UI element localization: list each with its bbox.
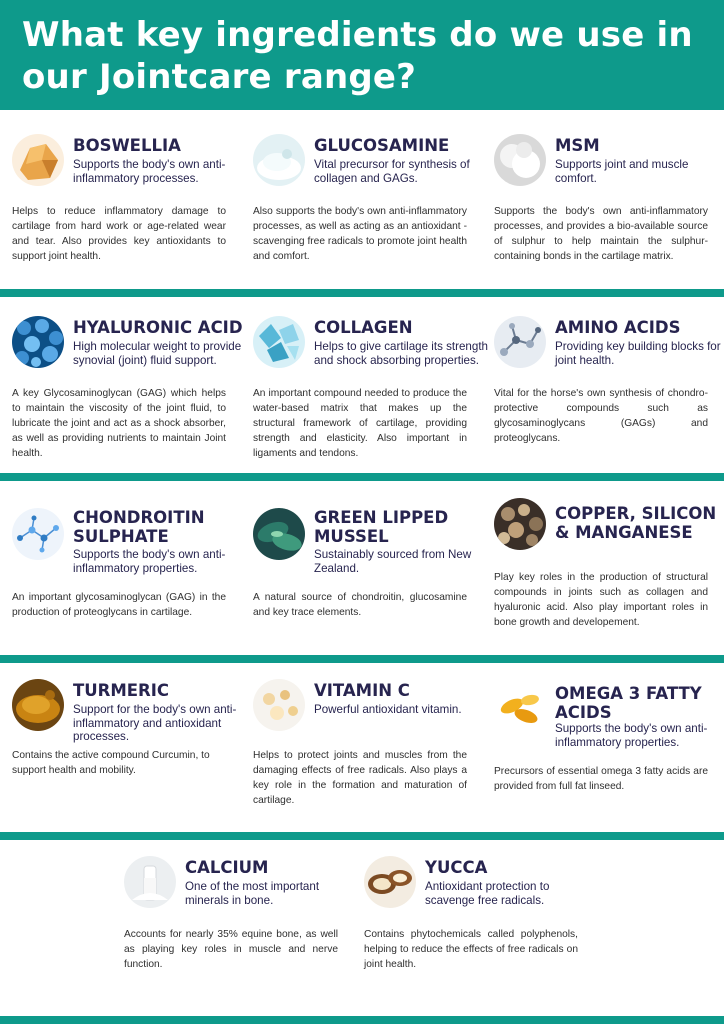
- ingredient-description: Also supports the body's own anti-inflammatory processes, as well as acting as an antioxidant - scavenging free radicals to promote joint health and comfort.: [253, 206, 467, 262]
- ingredient-description: Play key roles in the production of structural compounds in joints such as collagen and hyaluronic acid. Also play important roles in bone growth and developement.: [494, 572, 708, 628]
- ingredient-title: AMINO ACIDS: [555, 318, 681, 337]
- ingredient-subtitle: Antioxidant protection to scavenge free radicals.: [425, 880, 550, 907]
- ingredient-title: CALCIUM: [185, 858, 269, 877]
- turmeric-powder-icon: [12, 679, 64, 731]
- ingredient-subtitle: Support for the body's own anti-inflammatory and antioxidant processes.: [73, 703, 237, 743]
- ingredient-subtitle: Sustainably sourced from New Zealand.: [314, 548, 472, 575]
- omega-capsules-icon: [494, 684, 546, 736]
- ingredient-title: GLUCOSAMINE: [314, 136, 450, 155]
- section-divider: [0, 655, 724, 663]
- ingredient-title: GREEN LIPPED MUSSEL: [314, 508, 449, 546]
- green-lipped-mussel-icon: [253, 508, 305, 560]
- ingredient-description: A natural source of chondroitin, glucosamine and key trace elements.: [253, 592, 467, 618]
- chondroitin-molecule-icon: [12, 508, 64, 560]
- page-title: What key ingredients do we use in our Jointcare range?: [22, 15, 693, 97]
- ingredient-description: Contains the active compound Curcumin, to support health and mobility.: [12, 750, 210, 776]
- ingredient-description: Helps to protect joints and muscles from the damaging effects of free radicals. Also plays a key role in the formation and maturation of cartilage.: [253, 750, 467, 806]
- ingredient-subtitle: Supports the body's own anti-inflammatory properties.: [73, 548, 226, 575]
- section-divider: [0, 1016, 724, 1024]
- ingredient-subtitle: Powerful antioxidant vitamin.: [314, 703, 462, 716]
- glucosamine-powder-icon: [253, 134, 305, 186]
- ingredient-title: BOSWELLIA: [73, 136, 181, 155]
- ingredient-description: Vital for the horse's own synthesis of chondro-protective compounds such as glycosaminoglycans (GAGs) and proteoglycans.: [494, 388, 708, 444]
- ingredient-subtitle: Providing key building blocks for joint health.: [555, 340, 721, 367]
- ingredient-subtitle: High molecular weight to provide synovial (joint) fluid support.: [73, 340, 242, 367]
- ingredient-description: Supports the body's own anti-inflammatory processes, and provides a bio-available source of sulphur to help maintain the sulphur-containing bonds in the cartilage matrix.: [494, 206, 708, 262]
- ingredient-description: Precursors of essential omega 3 fatty acids are provided from full fat linseed.: [494, 766, 708, 792]
- amino-acid-molecule-icon: [494, 316, 546, 368]
- mineral-rocks-icon: [494, 498, 546, 550]
- ingredient-description: A key Glycosaminoglycan (GAG) which helps to maintain the viscosity of the joint fluid, to lubricate the joint and act as a shock absorber, as well as providing nutrients to maintain Joint health.: [12, 388, 226, 459]
- milk-calcium-icon: [124, 856, 176, 908]
- ingredient-title: VITAMIN C: [314, 681, 410, 700]
- ingredient-title: TURMERIC: [73, 681, 170, 700]
- ingredient-subtitle: Supports joint and muscle comfort.: [555, 158, 689, 185]
- yucca-root-icon: [364, 856, 416, 908]
- ingredient-title: CHONDROITIN SULPHATE: [73, 508, 205, 546]
- ingredient-description: Contains phytochemicals called polyphenols, helping to reduce the effects of free radicals on joint health.: [364, 929, 578, 970]
- msm-powder-icon: [494, 134, 546, 186]
- ingredient-title: OMEGA 3 FATTY ACIDS: [555, 684, 702, 722]
- ingredient-title: COLLAGEN: [314, 318, 413, 337]
- header-banner: [0, 0, 724, 110]
- ingredient-description: An important compound needed to produce the water-based matrix that makes up the structural framework of cartilage, providing strength and elasticity. Also important in ligaments and tendons.: [253, 388, 467, 459]
- boswellia-resin-icon: [12, 134, 64, 186]
- ingredient-subtitle: Vital precursor for synthesis of collagen and GAGs.: [314, 158, 470, 185]
- ingredient-subtitle: Supports the body's own anti-inflammatory processes.: [73, 158, 226, 185]
- ingredient-description: An important glycosaminoglycan (GAG) in the production of proteoglycans in cartilage.: [12, 592, 226, 618]
- ingredient-description: Accounts for nearly 35% equine bone, as well as playing key roles in muscle and nerve function.: [124, 929, 338, 970]
- ingredient-title: YUCCA: [425, 858, 488, 877]
- section-divider: [0, 473, 724, 481]
- ingredient-title: HYALURONIC ACID: [73, 318, 243, 337]
- ingredient-subtitle: One of the most important minerals in bone.: [185, 880, 320, 907]
- ingredient-subtitle: Helps to give cartilage its strength and shock absorbing properties.: [314, 340, 488, 367]
- vitamin-c-pills-icon: [253, 679, 305, 731]
- section-divider: [0, 289, 724, 297]
- ingredient-title: MSM: [555, 136, 600, 155]
- hyaluronic-cells-icon: [12, 316, 64, 368]
- ingredient-subtitle: Supports the body's own anti-inflammatory properties.: [555, 722, 708, 749]
- ingredient-description: Helps to reduce inflammatory damage to cartilage from hard work or age-related wear and tear. Also provides key antioxidants to support joint health.: [12, 206, 226, 262]
- collagen-fibres-icon: [253, 316, 305, 368]
- ingredient-title: COPPER, SILICON & MANGANESE: [555, 504, 717, 542]
- section-divider: [0, 832, 724, 840]
